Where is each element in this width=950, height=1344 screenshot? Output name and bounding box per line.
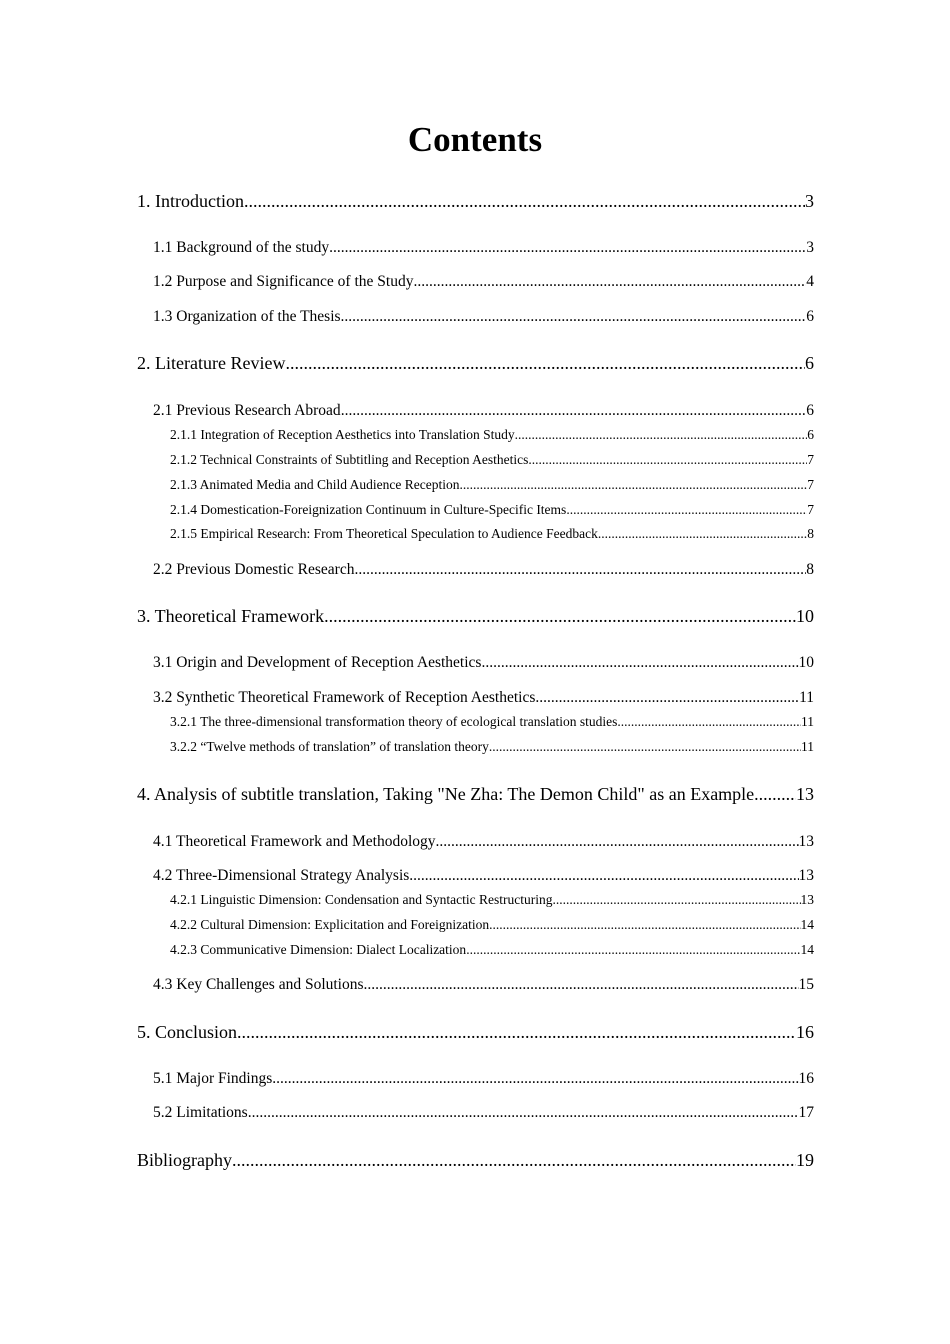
toc-page-number: 6: [805, 353, 814, 373]
toc-leader-dots: [535, 688, 799, 708]
toc-entry-theoretical-framework[interactable]: [137, 605, 814, 627]
toc-page-number: 8: [806, 561, 814, 578]
toc-leader-dots: [244, 190, 805, 212]
toc-entry-4-2-3[interactable]: [170, 941, 814, 959]
toc-entry-label: 3.2.2 “Twelve methods of translation” of translation theory: [170, 739, 489, 754]
toc-entry-3-2[interactable]: [153, 688, 814, 708]
toc-page-number: 8: [807, 526, 814, 541]
toc-entry-label: 2.1.1 Integration of Reception Aesthetics into Translation Study: [170, 427, 515, 442]
toc-page-number: 19: [796, 1150, 814, 1170]
toc-entry-3-1[interactable]: [153, 653, 814, 673]
toc-entry-label: 4. Analysis of subtitle translation, Taking "Ne Zha: The Demon Child" as an Example: [137, 784, 755, 804]
toc-leader-dots: [237, 1021, 796, 1043]
toc-entry-1-1[interactable]: [153, 238, 814, 258]
toc-entry-label: 5.2 Limitations: [153, 1104, 248, 1121]
toc-leader-dots: [409, 866, 798, 886]
toc-leader-dots: [329, 238, 806, 258]
toc-entry-label: 4.3 Key Challenges and Solutions: [153, 976, 364, 993]
toc-entry-literature-review[interactable]: [137, 352, 814, 374]
toc-page-number: 6: [806, 402, 814, 419]
toc-entry-5-2[interactable]: [153, 1103, 814, 1123]
toc-page-number: 14: [800, 917, 814, 932]
toc-entry-2-1-4[interactable]: [170, 501, 814, 519]
toc-entry-label: 4.1 Theoretical Framework and Methodology: [153, 833, 436, 850]
toc-entry-2-1[interactable]: [153, 401, 814, 421]
toc-entry-label: Bibliography: [137, 1150, 232, 1170]
toc-entry-label: 4.2.1 Linguistic Dimension: Condensation and Syntactic Restructuring: [170, 892, 553, 907]
toc-entry-label: 2.1.5 Empirical Research: From Theoretical Speculation to Audience Feedback: [170, 526, 598, 541]
toc-entry-2-2[interactable]: [153, 560, 814, 580]
toc-leader-dots: [552, 891, 800, 909]
toc-entry-5-1[interactable]: [153, 1069, 814, 1089]
toc-entry-conclusion[interactable]: [137, 1021, 814, 1043]
toc-page-number: 7: [807, 452, 814, 467]
toc-leader-dots: [617, 713, 801, 731]
toc-page-number: 11: [801, 714, 814, 729]
toc-entry-label: 2.1.4 Domestication-Foreignization Continuum in Culture-Specific Items: [170, 502, 567, 517]
toc-page-number: 15: [798, 976, 814, 993]
toc-page-number: 7: [807, 502, 814, 517]
toc-entry-label: 2.1.2 Technical Constraints of Subtitling and Reception Aesthetics: [170, 452, 529, 467]
toc-entry-label: 1.3 Organization of the Thesis: [153, 308, 341, 325]
toc-entry-3-2-1[interactable]: [170, 713, 814, 731]
toc-page-number: 3: [806, 239, 814, 256]
toc-leader-dots: [459, 476, 807, 494]
toc-page-number: 13: [798, 833, 814, 850]
toc-page-number: 10: [796, 606, 814, 626]
toc-page-number: 6: [807, 427, 814, 442]
toc-leader-dots: [364, 975, 799, 995]
toc-entry-4-1[interactable]: [153, 832, 814, 852]
toc-leader-dots: [481, 653, 798, 673]
toc-entry-label: 4.2 Three-Dimensional Strategy Analysis: [153, 867, 410, 884]
toc-page-number: 11: [799, 689, 814, 706]
toc-page-number: 7: [807, 477, 814, 492]
toc-leader-dots: [489, 738, 801, 756]
toc-page-number: 16: [798, 1070, 814, 1087]
toc-entry-bibliography[interactable]: [137, 1149, 814, 1171]
toc-entry-label: 3.2.1 The three-dimensional transformation theory of ecological translation studies: [170, 714, 618, 729]
toc-page-number: 4: [806, 273, 814, 290]
toc-entry-label: 3.2 Synthetic Theoretical Framework of Reception Aesthetics: [153, 689, 536, 706]
toc-leader-dots: [413, 272, 806, 292]
toc-leader-dots: [272, 1069, 798, 1089]
toc-page-number: 13: [796, 784, 814, 804]
toc-entry-label: 1.2 Purpose and Significance of the Study: [153, 273, 414, 290]
toc-leader-dots: [341, 401, 807, 421]
toc-page-number: 10: [798, 654, 814, 671]
toc-page-number: 14: [800, 942, 814, 957]
toc-entry-label: 5. Conclusion: [137, 1022, 238, 1042]
toc-leader-dots: [354, 560, 806, 580]
toc-entry-3-2-2[interactable]: [170, 738, 814, 756]
toc-page-number: 13: [800, 892, 814, 907]
page-title: Contents: [407, 120, 543, 159]
toc-leader-dots: [515, 426, 808, 444]
toc-leader-dots: [324, 605, 796, 627]
toc-entry-2-1-2[interactable]: [170, 451, 814, 469]
toc-entry-label: 4.2.3 Communicative Dimension: Dialect Localization: [170, 942, 467, 957]
toc-entry-4-2-2[interactable]: [170, 916, 814, 934]
toc-leader-dots: [436, 832, 799, 852]
toc-entry-2-1-1[interactable]: [170, 426, 814, 444]
toc-entry-4-2-1[interactable]: [170, 891, 814, 909]
toc-page-number: 3: [805, 191, 814, 211]
toc-entry-label: 3.1 Origin and Development of Reception Aesthetics: [153, 654, 482, 671]
toc-leader-dots: [489, 916, 800, 934]
toc-page-number: 11: [801, 739, 814, 754]
toc-entry-label: 2.1.3 Animated Media and Child Audience Reception: [170, 477, 460, 492]
toc-entry-label: 2. Literature Review: [137, 353, 286, 373]
toc-page-number: 13: [798, 867, 814, 884]
toc-page-number: 6: [806, 308, 814, 325]
toc-leader-dots: [285, 352, 805, 374]
toc-entry-label: 4.2.2 Cultural Dimension: Explicitation and Foreignization: [170, 917, 490, 932]
toc-entry-1-3[interactable]: [153, 307, 814, 327]
toc-leader-dots: [528, 451, 807, 469]
toc-entry-1-2[interactable]: [153, 272, 814, 292]
toc-entry-2-1-3[interactable]: [170, 476, 814, 494]
toc-entry-label: 2.2 Previous Domestic Research: [153, 561, 355, 578]
toc-entry-4-2[interactable]: [153, 866, 814, 886]
toc-page-number: 16: [796, 1022, 814, 1042]
toc-leader-dots: [566, 501, 807, 519]
toc-entry-label: 3. Theoretical Framework: [137, 606, 325, 626]
toc-leader-dots: [466, 941, 800, 959]
toc-leader-dots: [754, 783, 796, 805]
toc-entry-label: 1. Introduction: [137, 191, 244, 211]
toc-leader-dots: [341, 307, 807, 327]
toc-page-number: 17: [798, 1104, 814, 1121]
toc-entry-4-3[interactable]: [153, 975, 814, 995]
toc-entry-label: 1.1 Background of the study: [153, 239, 330, 256]
toc-entry-label: 2.1 Previous Research Abroad: [153, 402, 341, 419]
toc-entry-2-1-5[interactable]: [170, 525, 814, 543]
toc-entry-label: 5.1 Major Findings: [153, 1070, 273, 1087]
toc-leader-dots: [598, 525, 807, 543]
toc-entry-introduction[interactable]: [137, 190, 814, 212]
toc-leader-dots: [232, 1149, 796, 1171]
toc-entry-analysis[interactable]: [137, 783, 814, 805]
toc-leader-dots: [248, 1103, 799, 1123]
